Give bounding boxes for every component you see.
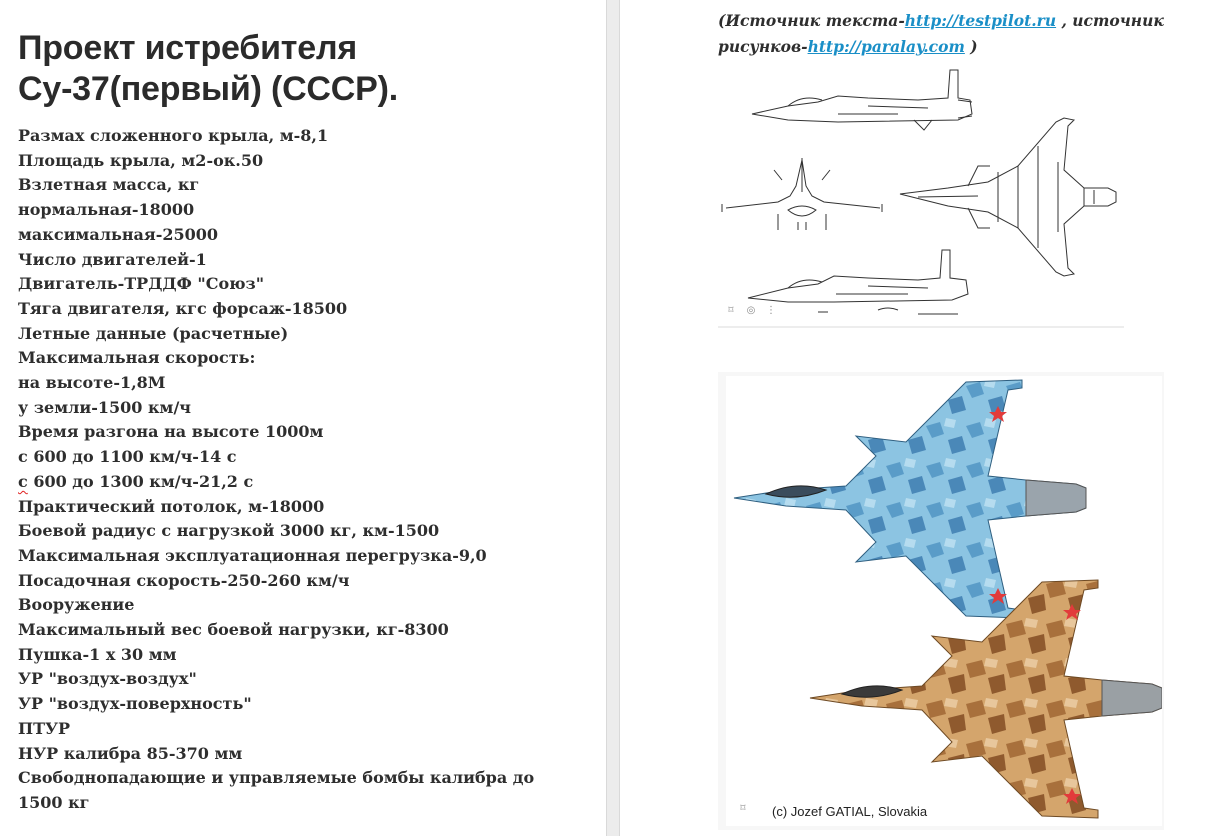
more-icon[interactable]: ⋮	[766, 305, 776, 316]
spec-line: Максимальная эксплуатационная перегрузка-9,0	[18, 545, 487, 565]
plan-view	[900, 118, 1116, 276]
front-view	[722, 158, 882, 230]
spec-line: у земли-1500 км/ч	[18, 397, 191, 417]
three-view-drawing[interactable]	[718, 62, 1124, 328]
three-view-svg	[718, 62, 1124, 326]
spec-line: НУР калибра 85-370 мм	[18, 743, 243, 763]
bookmark-icon[interactable]: ⌑	[728, 305, 734, 316]
spec-line: Двигатель-ТРДДФ "Союз"	[18, 274, 265, 294]
testpilot-link[interactable]: http://testpilot.ru	[904, 11, 1057, 30]
image-toolbar	[736, 802, 750, 816]
bookmark-icon[interactable]: ⌑	[740, 803, 746, 814]
camouflage-drawing[interactable]	[718, 372, 1164, 830]
page-title: Проект истребителя Су-37(первый) (СССР).	[18, 29, 398, 108]
source-text-close: )	[964, 37, 978, 56]
image-credit: (c) Jozef GATIAL, Slovakia	[772, 804, 928, 819]
spec-line: Тяга двигателя, кгс форсаж-18500	[18, 298, 348, 318]
image-toolbar	[724, 304, 778, 318]
source-note	[718, 8, 1218, 60]
spec-line: Размах сложенного крыла, м-8,1	[18, 126, 329, 145]
spec-line: Время разгона на высоте 1000м	[18, 422, 324, 442]
source-text-middle: , источник рисунков-	[718, 11, 1164, 56]
spec-line: Взлетная масса, кг	[18, 175, 200, 195]
spec-line: Практический потолок, м-18000	[18, 496, 325, 516]
misspelled-word[interactable]: с	[18, 471, 28, 491]
camouflage-image	[726, 376, 1162, 826]
spec-line: Пушка-1 х 30 мм	[18, 644, 177, 664]
spec-line: на высоте-1,8М	[18, 373, 166, 393]
spec-line: Максимальный вес боевой нагрузки, кг-8300	[18, 620, 449, 640]
left-column	[0, 0, 606, 836]
spec-line: Площадь крыла, м2-ок.50	[18, 150, 264, 170]
spec-line: Максимальная скорость:	[18, 348, 256, 368]
spec-line: Посадочная скорость-250-260 км/ч	[18, 570, 350, 590]
spec-line: Число двигателей-1	[18, 249, 207, 269]
spec-line-rest: 600 до 1300 км/ч-21,2 с	[27, 471, 254, 491]
spec-line: нормальная-18000	[18, 200, 195, 220]
camera-icon[interactable]: ◎	[746, 305, 756, 316]
spec-line: УР "воздух-поверхность"	[18, 694, 252, 714]
spec-line: ПТУР	[18, 718, 71, 738]
spec-list	[18, 124, 578, 816]
spec-line: Боевой радиус с нагрузкой 3000 кг, км-1500	[18, 521, 440, 541]
source-text-open: (Источник текста-	[718, 11, 905, 30]
spec-line: УР "воздух-воздух"	[18, 669, 197, 689]
camouflage-svg	[726, 376, 1162, 826]
column-divider	[606, 0, 620, 836]
spec-line	[18, 470, 578, 495]
side-view-bottom	[748, 250, 968, 302]
spec-line: Вооружение	[18, 595, 135, 615]
spec-line: Летные данные (расчетные)	[18, 323, 289, 343]
spec-line: максимальная-25000	[18, 224, 219, 244]
spec-line: Свободнопадающие и управляемые бомбы калибра до 1500 кг	[18, 768, 535, 812]
side-view-top	[752, 70, 972, 130]
spec-line: с 600 до 1100 км/ч-14 с	[18, 447, 237, 467]
blue-aircraft	[734, 380, 1086, 618]
paralay-link[interactable]: http://paralay.com	[807, 37, 965, 56]
